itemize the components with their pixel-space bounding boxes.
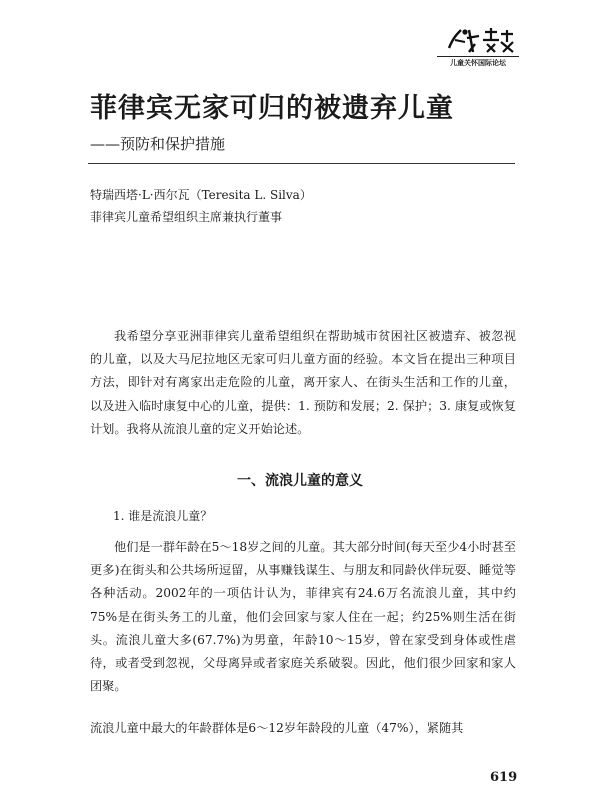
body-paragraph-continued: 流浪儿童中最大的年龄群体是6～12岁年龄段的儿童（47%），紧随其 bbox=[90, 721, 464, 735]
page-number: 619 bbox=[490, 770, 518, 785]
author-affiliation: 菲律宾儿童希望组织主席兼执行董事 bbox=[90, 210, 283, 224]
author-name: 特瑞西塔·L·西尔瓦（Teresita L. Silva） bbox=[90, 188, 312, 202]
header-logo bbox=[437, 26, 519, 70]
article-subtitle: ——预防和保护措施 bbox=[90, 135, 226, 153]
logo-underline bbox=[437, 56, 519, 57]
intro-paragraph: 我希望分享亚洲菲律宾儿童希望组织在帮助城市贫困社区被遗弃、被忽视的儿童，以及大马尼拉地区无家可归儿童方面的经验。本文旨在提出三种项目方法，即针对有离家出走危险的儿童，离开家人、在街头生活和工作的儿童，以及进入临时康复中心的儿童，提供：1. 预防和发展；2. 保护；3. 康复或恢复计划。我将从流浪儿童的定义开始论述。 bbox=[90, 329, 516, 436]
body-paragraph: 他们是一群年龄在5～18岁之间的儿童。其大部分时间(每天至少4小时甚至更多)在街头和公共场所逗留，从事赚钱谋生、与朋友和同龄伙伴玩耍、睡觉等各种活动。2002年的一项估计认为，菲律宾有24.6万名流浪儿童，其中约75%是在街头务工的儿童，他们会回家与家人住在一起；约25%则生活在街头。流浪儿童大多(67.7%)为男童，年龄10～15岁，曾在家受到身体或性虐待，或者受到忽视，父母离异或者家庭关系破裂。因此，他们很少回家和家人团聚。 bbox=[90, 540, 516, 694]
title-divider bbox=[88, 163, 515, 164]
section-heading: 一、流浪儿童的意义 bbox=[237, 473, 363, 489]
logo-caption: 儿童关怀国际论坛 bbox=[450, 59, 506, 67]
subsection-heading: 1. 谁是流浪儿童？ bbox=[113, 509, 213, 523]
logo-mark bbox=[445, 26, 515, 56]
article-title: 菲律宾无家可归的被遗弃儿童 bbox=[90, 93, 454, 124]
